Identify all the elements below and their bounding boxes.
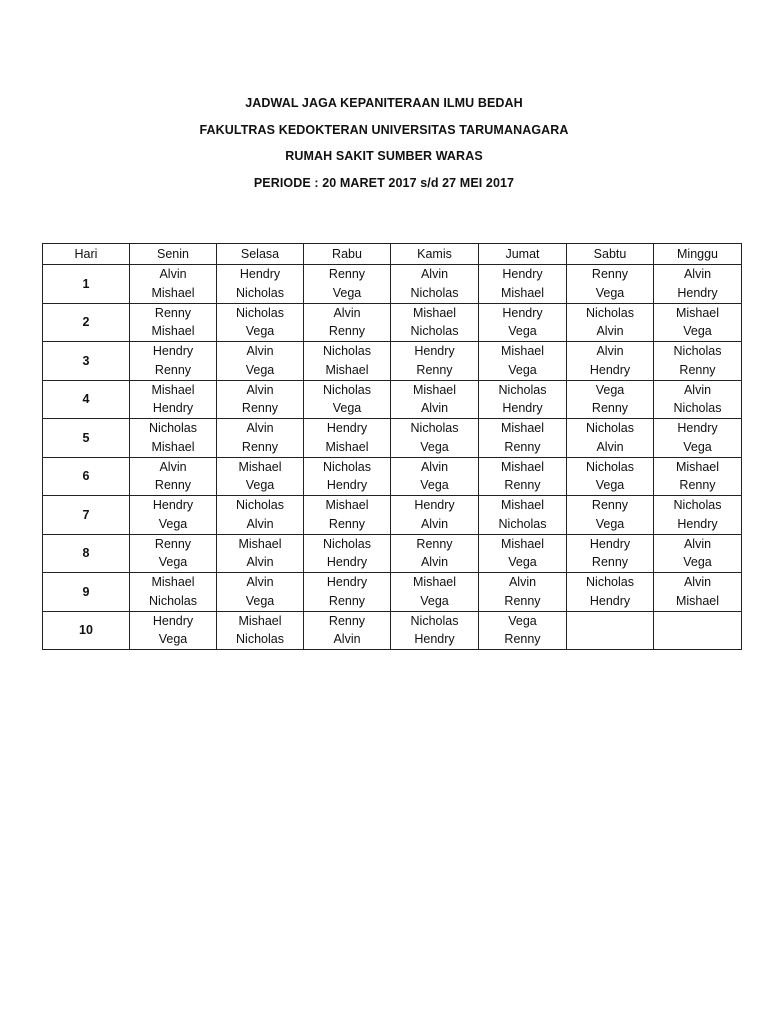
day-number-cell: 8 bbox=[43, 534, 130, 573]
staff-name: Hendry bbox=[239, 267, 281, 282]
schedule-cell bbox=[567, 380, 654, 419]
schedule-cell bbox=[479, 496, 567, 535]
staff-name: Nicholas bbox=[323, 382, 371, 397]
schedule-cell bbox=[130, 534, 217, 573]
staff-name: Nicholas bbox=[236, 632, 284, 647]
staff-name: Nicholas bbox=[586, 459, 634, 474]
staff-name: Alvin bbox=[246, 421, 274, 436]
staff-name: Renny bbox=[328, 267, 366, 282]
staff-name: Vega bbox=[508, 555, 537, 570]
staff-name: Vega bbox=[595, 382, 625, 397]
column-header-minggu: Minggu bbox=[654, 244, 742, 265]
schedule-cell bbox=[654, 534, 742, 573]
column-header-jumat: Jumat bbox=[479, 244, 567, 265]
schedule-cell bbox=[304, 573, 391, 612]
schedule-cell bbox=[304, 265, 391, 304]
staff-name: Renny bbox=[328, 613, 366, 628]
schedule-cell bbox=[567, 457, 654, 496]
schedule-cell bbox=[654, 496, 742, 535]
table-row bbox=[43, 496, 742, 535]
staff-name: Renny bbox=[679, 478, 716, 493]
schedule-cell bbox=[304, 496, 391, 535]
schedule-cell bbox=[479, 419, 567, 458]
staff-name: Renny bbox=[591, 267, 629, 282]
staff-name: Vega bbox=[595, 516, 625, 531]
schedule-cell bbox=[130, 303, 217, 342]
staff-name: Hendry bbox=[152, 498, 194, 513]
staff-name: Nicholas bbox=[236, 285, 284, 300]
staff-name: Hendry bbox=[589, 593, 631, 608]
staff-name: Alvin bbox=[420, 401, 449, 416]
column-header-senin: Senin bbox=[130, 244, 217, 265]
day-number-cell: 6 bbox=[43, 457, 130, 496]
schedule-cell bbox=[567, 573, 654, 612]
schedule-cell bbox=[304, 303, 391, 342]
schedule-cell bbox=[130, 380, 217, 419]
staff-name: Nicholas bbox=[673, 498, 722, 513]
staff-name: Mishael bbox=[500, 498, 545, 513]
table-row bbox=[43, 534, 742, 573]
schedule-cell bbox=[304, 380, 391, 419]
staff-name: Vega bbox=[595, 478, 625, 493]
schedule-cell bbox=[567, 265, 654, 304]
staff-name: Alvin bbox=[246, 555, 274, 570]
staff-name: Vega bbox=[158, 632, 188, 647]
staff-name: Hendry bbox=[152, 401, 194, 416]
schedule-cell bbox=[217, 342, 304, 381]
staff-name: Hendry bbox=[502, 401, 543, 416]
staff-name: Mishael bbox=[325, 439, 369, 454]
staff-name: Nicholas bbox=[586, 575, 634, 590]
staff-name: Renny bbox=[591, 401, 629, 416]
staff-name: Mishael bbox=[325, 362, 369, 377]
staff-name: Mishael bbox=[675, 305, 720, 320]
staff-name: Hendry bbox=[589, 362, 631, 377]
staff-name: Alvin bbox=[420, 459, 449, 474]
staff-name: Mishael bbox=[500, 459, 545, 474]
staff-name: Renny bbox=[679, 362, 716, 377]
staff-name: Nicholas bbox=[673, 344, 722, 359]
schedule-cell bbox=[479, 265, 567, 304]
schedule-cell bbox=[479, 342, 567, 381]
staff-name: Vega bbox=[508, 362, 537, 377]
staff-name: Hendry bbox=[326, 575, 368, 590]
staff-name: Vega bbox=[420, 439, 449, 454]
staff-name: Mishael bbox=[412, 382, 457, 397]
staff-name: Renny bbox=[504, 593, 541, 608]
staff-name: Hendry bbox=[502, 267, 543, 282]
staff-name: Alvin bbox=[596, 324, 624, 339]
schedule-cell bbox=[654, 573, 742, 612]
staff-name: Vega bbox=[420, 478, 449, 493]
staff-name: Nicholas bbox=[498, 382, 547, 397]
staff-name: Alvin bbox=[333, 632, 361, 647]
staff-name: Mishael bbox=[500, 421, 545, 436]
staff-name: Vega bbox=[158, 516, 188, 531]
schedule-cell bbox=[479, 380, 567, 419]
schedule-cell bbox=[391, 457, 479, 496]
staff-name: Vega bbox=[508, 613, 537, 628]
schedule-cell bbox=[217, 496, 304, 535]
header-period: PERIODE : 20 MARET 2017 s/d 27 MEI 2017 bbox=[253, 175, 515, 190]
staff-name: Hendry bbox=[414, 498, 455, 513]
schedule-cell bbox=[479, 611, 567, 650]
schedule-cell bbox=[130, 496, 217, 535]
staff-name: Renny bbox=[154, 478, 192, 493]
staff-name: Hendry bbox=[152, 613, 194, 628]
staff-name: Hendry bbox=[677, 285, 718, 300]
staff-name: Renny bbox=[241, 439, 279, 454]
schedule-cell bbox=[391, 611, 479, 650]
schedule-cell bbox=[567, 534, 654, 573]
staff-name: Hendry bbox=[677, 421, 718, 436]
staff-name: Renny bbox=[328, 324, 366, 339]
staff-name: Alvin bbox=[596, 344, 624, 359]
staff-name: Mishael bbox=[500, 344, 545, 359]
schedule-cell bbox=[130, 573, 217, 612]
staff-name: Hendry bbox=[326, 555, 368, 570]
staff-name: Vega bbox=[508, 324, 537, 339]
schedule-cell bbox=[217, 573, 304, 612]
staff-name: Mishael bbox=[238, 459, 282, 474]
schedule-cell bbox=[391, 496, 479, 535]
staff-name: Renny bbox=[591, 498, 629, 513]
staff-name: Alvin bbox=[420, 516, 449, 531]
staff-name: Renny bbox=[154, 305, 192, 320]
schedule-cell bbox=[567, 342, 654, 381]
staff-name: Vega bbox=[595, 285, 625, 300]
staff-name: Mishael bbox=[151, 324, 195, 339]
table-row bbox=[43, 380, 742, 419]
staff-name: Nicholas bbox=[410, 613, 459, 628]
staff-name: Vega bbox=[683, 324, 712, 339]
staff-name: Nicholas bbox=[236, 498, 284, 513]
day-number-cell: 2 bbox=[43, 303, 130, 342]
staff-name: Alvin bbox=[159, 267, 187, 282]
staff-name: Alvin bbox=[683, 536, 712, 551]
staff-name: Hendry bbox=[677, 516, 718, 531]
staff-name: Alvin bbox=[420, 555, 449, 570]
staff-name: Hendry bbox=[152, 344, 194, 359]
schedule-cell bbox=[567, 611, 654, 650]
staff-name: Hendry bbox=[589, 536, 631, 551]
staff-name: Mishael bbox=[151, 575, 195, 590]
schedule-cell bbox=[130, 457, 217, 496]
table-row bbox=[43, 265, 742, 304]
schedule-cell bbox=[479, 573, 567, 612]
staff-name: Vega bbox=[245, 362, 275, 377]
schedule-cell bbox=[217, 534, 304, 573]
staff-name: Alvin bbox=[683, 575, 712, 590]
staff-name: Nicholas bbox=[673, 401, 722, 416]
schedule-cell bbox=[654, 303, 742, 342]
staff-name: Mishael bbox=[151, 382, 195, 397]
staff-name: Nicholas bbox=[410, 421, 459, 436]
day-number-cell: 10 bbox=[43, 611, 130, 650]
staff-name: Hendry bbox=[414, 632, 455, 647]
schedule-cell bbox=[304, 342, 391, 381]
day-number-cell: 5 bbox=[43, 419, 130, 458]
staff-name: Nicholas bbox=[586, 421, 634, 436]
schedule-cell bbox=[391, 380, 479, 419]
staff-name: Vega bbox=[332, 285, 362, 300]
schedule-cell bbox=[217, 419, 304, 458]
schedule-cell bbox=[391, 573, 479, 612]
staff-name: Mishael bbox=[675, 593, 720, 608]
staff-name: Alvin bbox=[159, 459, 187, 474]
schedule-table bbox=[42, 243, 742, 650]
schedule-cell bbox=[217, 457, 304, 496]
schedule-cell bbox=[304, 534, 391, 573]
schedule-cell bbox=[567, 303, 654, 342]
column-header-hari: Hari bbox=[43, 244, 130, 265]
staff-name: Alvin bbox=[683, 382, 712, 397]
staff-name: Mishael bbox=[238, 613, 282, 628]
day-number-cell: 7 bbox=[43, 496, 130, 535]
column-header-rabu: Rabu bbox=[304, 244, 391, 265]
staff-name: Mishael bbox=[675, 459, 720, 474]
schedule-cell bbox=[304, 419, 391, 458]
staff-name: Vega bbox=[683, 439, 712, 454]
staff-name: Mishael bbox=[151, 285, 195, 300]
schedule-cell bbox=[391, 534, 479, 573]
staff-name: Alvin bbox=[508, 575, 537, 590]
staff-name: Alvin bbox=[246, 382, 274, 397]
schedule-cell bbox=[391, 265, 479, 304]
staff-name: Nicholas bbox=[410, 324, 459, 339]
staff-name: Mishael bbox=[500, 536, 545, 551]
schedule-cell bbox=[654, 457, 742, 496]
staff-name: Renny bbox=[504, 439, 541, 454]
staff-name: Vega bbox=[245, 478, 275, 493]
schedule-cell bbox=[130, 265, 217, 304]
schedule-cell bbox=[567, 496, 654, 535]
table-row bbox=[43, 611, 742, 650]
staff-name: Alvin bbox=[596, 439, 624, 454]
staff-name: Renny bbox=[591, 555, 629, 570]
header-hospital: RUMAH SAKIT SUMBER WARAS bbox=[285, 149, 483, 163]
staff-name: Alvin bbox=[683, 267, 712, 282]
schedule-cell bbox=[217, 611, 304, 650]
staff-name: Alvin bbox=[246, 344, 274, 359]
day-number-cell: 4 bbox=[43, 380, 130, 419]
staff-name: Mishael bbox=[325, 498, 369, 513]
document-header bbox=[0, 94, 768, 200]
header-faculty: FAKULTRAS KEDOKTERAN UNIVERSITAS TARUMANAGARA bbox=[199, 122, 569, 137]
staff-name: Vega bbox=[245, 324, 275, 339]
table-row bbox=[43, 573, 742, 612]
header-title: JADWAL JAGA KEPANITERAAN ILMU BEDAH bbox=[245, 96, 523, 110]
staff-name: Vega bbox=[683, 555, 712, 570]
schedule-cell bbox=[654, 611, 742, 650]
schedule-cell bbox=[479, 457, 567, 496]
staff-name: Nicholas bbox=[149, 421, 197, 436]
day-number-cell: 9 bbox=[43, 573, 130, 612]
column-header-selasa: Selasa bbox=[217, 244, 304, 265]
schedule-cell bbox=[391, 419, 479, 458]
staff-name: Mishael bbox=[500, 285, 545, 300]
staff-name: Mishael bbox=[238, 536, 282, 551]
staff-name: Alvin bbox=[420, 267, 449, 282]
staff-name: Renny bbox=[328, 593, 366, 608]
staff-name: Hendry bbox=[502, 305, 543, 320]
schedule-cell bbox=[130, 611, 217, 650]
staff-name: Vega bbox=[420, 593, 449, 608]
staff-name: Alvin bbox=[246, 575, 274, 590]
staff-name: Hendry bbox=[414, 344, 455, 359]
day-number-cell: 3 bbox=[43, 342, 130, 381]
staff-name: Renny bbox=[241, 401, 279, 416]
staff-name: Renny bbox=[504, 478, 541, 493]
column-header-kamis: Kamis bbox=[391, 244, 479, 265]
schedule-cell bbox=[654, 419, 742, 458]
table-row bbox=[43, 342, 742, 381]
staff-name: Mishael bbox=[151, 439, 195, 454]
table-row bbox=[43, 457, 742, 496]
schedule-cell bbox=[130, 419, 217, 458]
staff-name: Nicholas bbox=[410, 285, 459, 300]
staff-name: Renny bbox=[154, 362, 192, 377]
staff-name: Mishael bbox=[412, 305, 457, 320]
staff-name: Nicholas bbox=[323, 344, 371, 359]
schedule-cell bbox=[479, 534, 567, 573]
staff-name: Vega bbox=[158, 555, 188, 570]
staff-name: Nicholas bbox=[498, 516, 547, 531]
staff-name: Alvin bbox=[246, 516, 274, 531]
schedule-cell bbox=[217, 380, 304, 419]
schedule-cell bbox=[217, 265, 304, 304]
table-row bbox=[43, 419, 742, 458]
staff-name: Alvin bbox=[333, 305, 361, 320]
day-number-cell: 1 bbox=[43, 265, 130, 304]
staff-name: Renny bbox=[416, 362, 453, 377]
staff-name: Nicholas bbox=[323, 459, 371, 474]
staff-name: Nicholas bbox=[236, 305, 284, 320]
staff-name: Mishael bbox=[412, 575, 457, 590]
staff-name: Nicholas bbox=[586, 305, 634, 320]
schedule-cell bbox=[654, 265, 742, 304]
schedule-cell bbox=[304, 457, 391, 496]
schedule-cell bbox=[217, 303, 304, 342]
schedule-cell bbox=[479, 303, 567, 342]
schedule-cell bbox=[654, 342, 742, 381]
staff-name: Nicholas bbox=[149, 593, 197, 608]
staff-name: Vega bbox=[245, 593, 275, 608]
staff-name: Renny bbox=[328, 516, 366, 531]
staff-name: Nicholas bbox=[323, 536, 371, 551]
schedule-cell bbox=[391, 342, 479, 381]
staff-name: Hendry bbox=[326, 478, 368, 493]
staff-name: Hendry bbox=[326, 421, 368, 436]
staff-name: Renny bbox=[416, 536, 453, 551]
staff-name: Renny bbox=[154, 536, 192, 551]
column-header-sabtu: Sabtu bbox=[567, 244, 654, 265]
staff-name: Renny bbox=[504, 632, 541, 647]
table-row bbox=[43, 303, 742, 342]
schedule-cell bbox=[130, 342, 217, 381]
schedule-cell bbox=[391, 303, 479, 342]
schedule-cell bbox=[654, 380, 742, 419]
table-header-row bbox=[43, 244, 742, 265]
schedule-cell bbox=[567, 419, 654, 458]
staff-name: Vega bbox=[332, 401, 362, 416]
schedule-cell bbox=[304, 611, 391, 650]
